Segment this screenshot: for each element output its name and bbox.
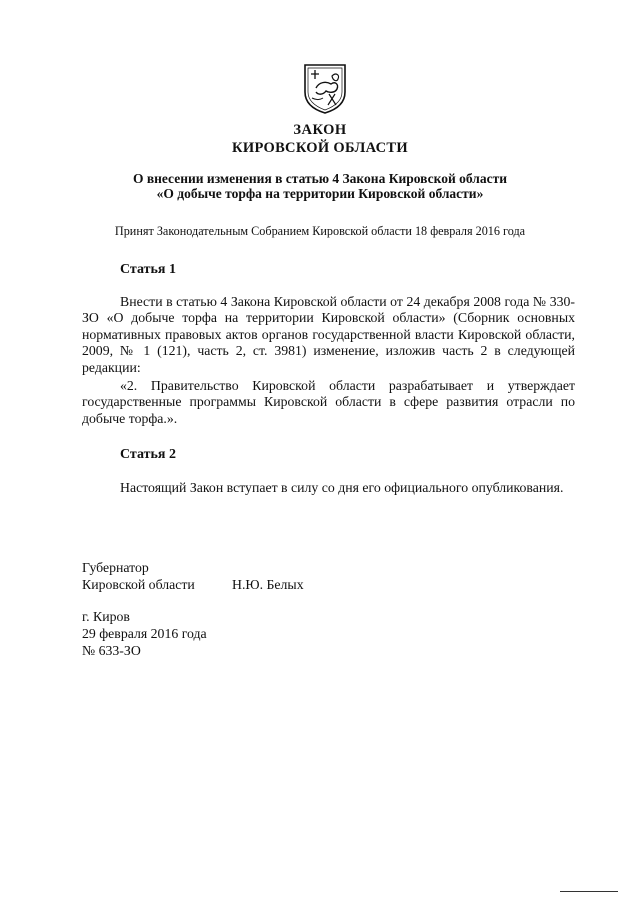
law-title: ЗАКОН	[293, 122, 347, 138]
signatory-position-line-2: Кировской области	[82, 577, 195, 592]
signing-date: 29 февраля 2016 года	[82, 626, 207, 641]
footer-rule	[560, 891, 618, 892]
article-1-paragraph-1: Внести в статью 4 Закона Кировской области от 24 декабря 2008 года № 330-ЗО «О добыче торфа на территории Кировской области» (Сборник основных нормативных правовых актов органов государственной власти Кировской области, 2009, № 1 (121), часть 2, ст. 3981) изменение, изложив часть 2 в следующей редакции:	[82, 294, 575, 375]
signing-city: г. Киров	[82, 609, 130, 624]
law-subject-line-2: «О добыче торфа на территории Кировской области»	[156, 186, 484, 201]
law-subject-line-1: О внесении изменения в статью 4 Закона Кировской области	[132, 171, 508, 186]
article-2-paragraph: Настоящий Закон вступает в силу со дня его официального опубликования.	[120, 480, 564, 495]
region-title: КИРОВСКОЙ ОБЛАСТИ	[232, 140, 408, 156]
coat-of-arms-icon	[302, 62, 348, 114]
signatory-name: Н.Ю. Белых	[232, 577, 304, 592]
article-1-paragraph-2: «2. Правительство Кировской области разрабатывает и утверждает государственные программы Кировской области в сфере развития отрасли по добыче торфа.».	[82, 378, 575, 426]
article-1-heading: Статья 1	[120, 262, 176, 277]
article-2-heading: Статья 2	[120, 447, 176, 462]
adoption-note: Принят Законодательным Собранием Кировской области 18 февраля 2016 года	[114, 224, 526, 238]
signatory-position-line-1: Губернатор	[82, 560, 149, 575]
law-number: № 633-ЗО	[82, 643, 141, 658]
